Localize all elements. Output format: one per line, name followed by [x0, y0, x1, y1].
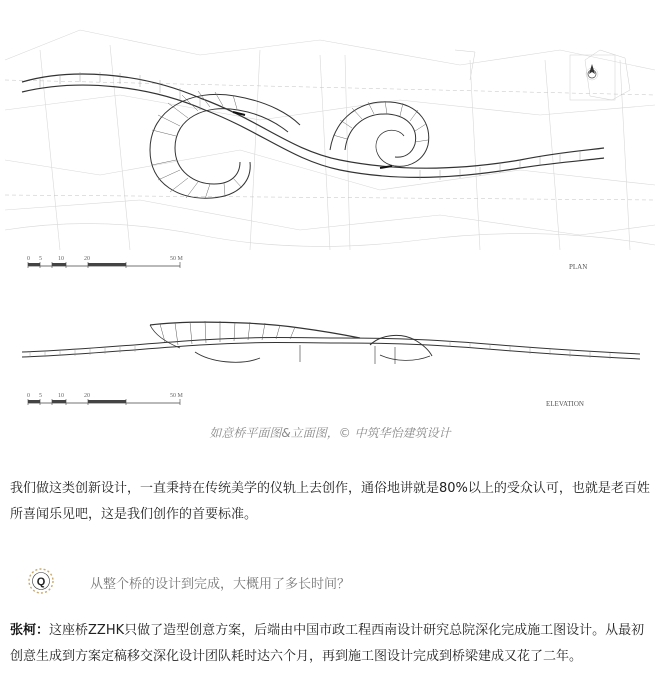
plan-scale-tick-20: 20 — [84, 256, 90, 262]
elevation-scale-tick-5: 5 — [39, 393, 42, 399]
plan-label: PLAN — [569, 263, 588, 271]
body-paragraph-2 — [10, 618, 656, 670]
site-plan-details — [455, 50, 630, 100]
elevation-scale-tick-10: 10 — [58, 393, 64, 399]
bridge-plan-curve — [22, 72, 604, 199]
plan-scale-tick-10: 10 — [58, 256, 64, 262]
elevation-scale-tick-0: 0 — [27, 393, 30, 399]
site-dimension-lines — [5, 80, 655, 200]
body-paragraph-1: 我们做这类创新设计，一直秉持在传统美学的仪轨上去创作，通俗地讲就是80%以上的受众认可，也就是老百姓所喜闻乐见吧，这是我们创作的首要标准。 — [10, 481, 650, 522]
question-block — [26, 566, 646, 600]
plan-scale-tick-5: 5 — [39, 256, 42, 262]
plan-scale-tick-0: 0 — [27, 256, 30, 262]
figure-caption: 如意桥平面图&立面图，© 中筑华怡建筑设计 — [209, 426, 451, 440]
speaker-name: 张柯： — [10, 623, 50, 638]
north-arrow-icon — [588, 64, 596, 78]
question-badge-letter: Q — [36, 576, 46, 588]
bridge-elevation — [22, 321, 640, 364]
answer-text: 这座桥ZZHK只做了造型创意方案，后端由中国市政工程西南设计研究总院深化完成施工图设计。从最初创意生成到方案定稿移交深化设计团队耗时达六个月，再到施工图设计完成到桥梁建成又花了二年。 — [10, 623, 645, 664]
elevation-scale-bar — [28, 399, 180, 405]
site-plan-background — [5, 30, 655, 250]
plan-scale-tick-50: 50 M — [170, 256, 183, 262]
question-badge-icon — [26, 566, 56, 596]
elevation-scale-tick-20: 20 — [84, 393, 90, 399]
elevation-scale-tick-50: 50 M — [170, 393, 183, 399]
question-text: 从整个桥的设计到完成，大概用了多长时间？ — [90, 577, 351, 592]
elevation-label: ELEVATION — [546, 400, 584, 408]
plan-scale-bar — [28, 262, 180, 268]
